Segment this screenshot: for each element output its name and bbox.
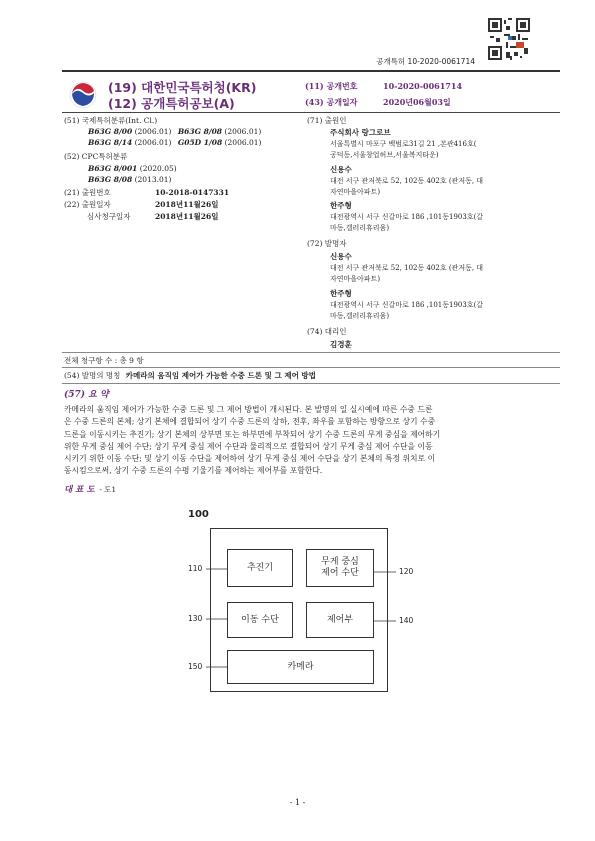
- ipc-label: (51) 국제특허분류(Int. Cl.): [64, 116, 158, 125]
- cpc-code: B63G 8/08: [88, 175, 133, 184]
- applicant-name: 한주형: [330, 201, 352, 210]
- abstract-line: 위한 무게 중심 제어 수단; 상기 무게 중심 제어 수단과 물리적으로 결합되어 상기 무게 중심 제어 수단을 이동: [64, 441, 433, 451]
- cpc-version: (2020.05): [139, 164, 177, 173]
- abstract-line: 카메라의 움직임 제어가 가능한 수중 드론 및 그 제어 방법이 개시된다. 본 발명의 일 실시예에 따른 수중 드론: [64, 405, 433, 414]
- cpc-label: (52) CPC특허분류: [64, 152, 128, 161]
- ref-130: 130: [188, 614, 203, 623]
- ipc-version: (2006.01): [224, 138, 262, 147]
- abstract-line: 은 수중 드론의 본체; 상기 본체에 결합되어 상기 수중 드론의 상하, 전후, 좌우를 포함하는 방향으로 상기 수중: [64, 417, 436, 427]
- app-no-label: (21) 출원번호: [64, 188, 111, 197]
- document-number: 공개특허 10-2020-0061714: [376, 57, 475, 66]
- page-number: - 1 -: [289, 798, 306, 807]
- applicant-address: 대전 서구 관저북로 52, 102동 402호 (관저동, 대: [330, 177, 484, 185]
- cpc-code: B63G 8/001: [88, 164, 138, 173]
- abstract-line: 드론을 이동시키는 추진기; 상기 본체의 상부면 또는 하부면에 부착되어 상기 수중 드론의 무게 중심을 제어하기: [64, 429, 441, 439]
- applicant-address: 공덕동,서울창업허브,서울복지타운): [330, 151, 439, 159]
- pub-date: 2020년06월03일: [383, 97, 451, 107]
- pub-date-label: (43) 공개일자: [305, 97, 358, 107]
- inventor-name: 신용수: [330, 252, 352, 261]
- app-date-label: (22) 출원일자: [64, 200, 111, 209]
- invention-title: 카메라의 움직임 제어가 가능한 수중 드론 및 그 제어 방법: [125, 371, 316, 380]
- exam-date-label: 심사청구일자: [87, 212, 131, 221]
- agent-name: 김경훈: [330, 340, 352, 349]
- app-no: 10-2018-0147331: [155, 188, 230, 197]
- ipc-version: (2006.01): [134, 127, 172, 136]
- office-title: (19) 대한민국특허청(KR): [108, 80, 257, 95]
- exam-date: 2018년11월26일: [155, 212, 219, 221]
- applicant-address: 자연마을아파트): [330, 188, 381, 196]
- ipc-code: B63G 8/14: [88, 138, 133, 147]
- ref-120: 120: [399, 567, 414, 576]
- box-moving-means-label: 이동 수단: [241, 614, 279, 625]
- agent-label: (74) 대리인: [307, 327, 347, 336]
- inventor-address: 대전광역시 서구 신갈마로 186 ,101동1903호(갈: [330, 301, 484, 309]
- applicant-label: (71) 출원인: [307, 116, 347, 125]
- abstract-line: 시키기 위한 이동 수단; 및 상기 이동 수단을 제어하여 상기 무게 중심 제어 수단을 상기 본체의 특정 위치로 이: [64, 454, 436, 464]
- ipc-version: (2006.01): [224, 127, 262, 136]
- box-camera-label: 카메라: [287, 661, 314, 672]
- publication-kind: (12) 공개특허공보(A): [108, 96, 235, 111]
- ref-140: 140: [399, 616, 414, 625]
- applicant-name: 주식회사 랑그로브: [330, 128, 391, 137]
- inventor-address: 마동,갤러리휴리움): [330, 312, 390, 320]
- ipc-code: B63G 8/00: [88, 127, 133, 136]
- rep-fig-label: 대 표 도: [64, 485, 95, 495]
- diagram-ref-100: 100: [188, 509, 209, 520]
- app-date: 2018년11월26일: [155, 200, 219, 209]
- box-center-of-gravity-label: 무게 중심 제어 수단: [321, 557, 359, 578]
- ipc-code: B63G 8/08: [177, 127, 223, 136]
- abstract-line: 동시킴으로써, 상기 수중 드론의 수평 기울기를 제어하는 제어부를 포함한다.: [64, 466, 323, 476]
- inventor-label: (72) 발명자: [307, 239, 347, 248]
- box-thruster-label: 추진기: [246, 562, 274, 573]
- pub-no-label: (11) 공개번호: [305, 81, 358, 91]
- applicant-address: 마동,갤러리휴리움): [330, 224, 390, 232]
- ipc-code: G05D 1/08: [177, 138, 223, 147]
- applicant-address: 대전광역시 서구 신갈마로 186 ,101동1903호(갈: [330, 213, 484, 221]
- title-label: (54) 발명의 명칭: [64, 371, 121, 380]
- abstract-label: (57) 요 약: [64, 390, 109, 400]
- pub-no: 10-2020-0061714: [383, 81, 463, 91]
- inventor-address: 대전 서구 관저북로 52, 102동 402호 (관저동, 대: [330, 264, 484, 272]
- applicant-name: 신용수: [330, 165, 352, 174]
- claims-count: 전체 청구항 수 : 총 9 항: [64, 356, 144, 365]
- ref-150: 150: [188, 662, 203, 671]
- rep-fig: - 도1: [99, 485, 117, 494]
- inventor-name: 한주형: [330, 289, 352, 298]
- ipc-version: (2006.01): [134, 138, 172, 147]
- inventor-address: 자연마을아파트): [330, 275, 381, 283]
- applicant-address: 서울특별시 마포구 백범로31길 21 ,본관416호(: [330, 140, 477, 148]
- cpc-version: (2013.01): [134, 175, 172, 184]
- box-controller-label: 제어부: [326, 614, 354, 625]
- ref-110: 110: [188, 564, 203, 573]
